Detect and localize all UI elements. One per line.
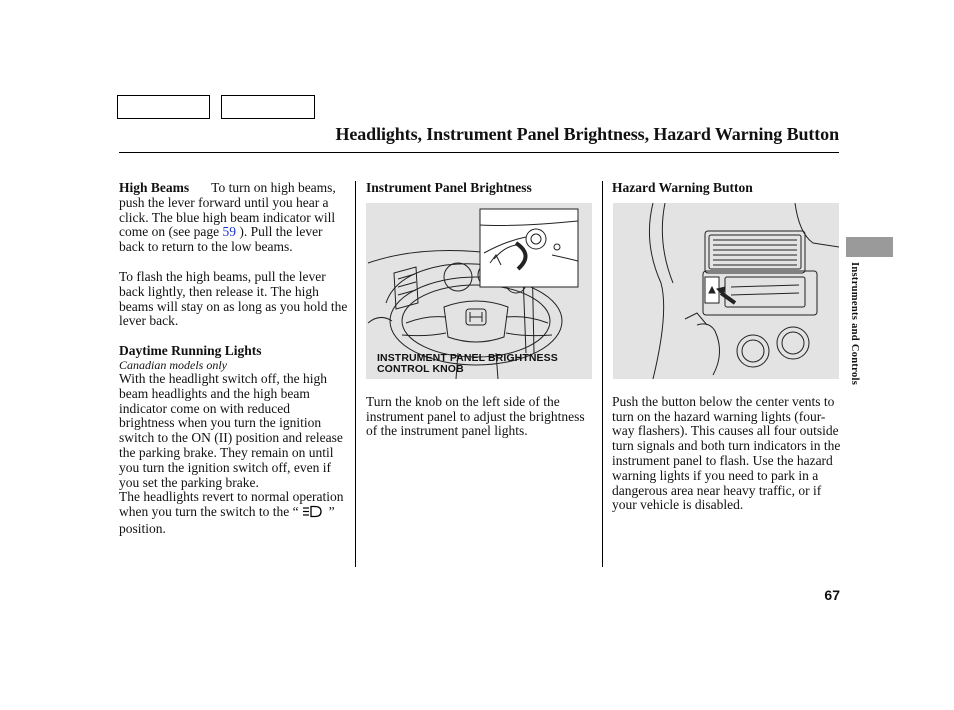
hazard-text: Push the button below the center vents to turn on the hazard warning lights (four-way flashers). This causes all four outside turn signals and both turn indicators in the instrument panel to flash. Use the hazard warning lights if you need to park in a dangerous area near heavy traffic, or if your vehicle is disabled. [612, 393, 841, 513]
low-beam-headlight-icon [303, 505, 323, 522]
column-divider-1 [355, 181, 356, 567]
high-beams-text-a: To turn on high beams, push the lever forward until you hear a click. The blue high beam indicator will come on (see page [119, 180, 336, 240]
revert-text-b: ” position. [119, 504, 335, 536]
hazard-heading: Hazard Warning Button [612, 180, 753, 195]
hazard-button-figure [613, 203, 839, 379]
knob-caption-line1: INSTRUMENT PANEL BRIGHTNESS [377, 352, 558, 364]
column-divider-2 [602, 181, 603, 567]
title-divider [119, 152, 839, 153]
revert-text-a: The headlights revert to normal operation when you turn the switch to the “ [119, 489, 344, 520]
drl-subnote: Canadian models only [119, 357, 227, 372]
page-number: 67 [824, 587, 840, 603]
knob-figure-caption [377, 353, 587, 375]
flash-high-beams-text: To flash the high beams, pull the lever back lightly, then release it. The high beams will stay on as long as you hold the lever back. [119, 268, 348, 329]
revert-paragraph [119, 490, 348, 536]
panel-brightness-text: Turn the knob on the left side of the instrument panel to adjust the brightness of the instrument panel lights. [366, 393, 585, 439]
drl-heading: Daytime Running Lights [119, 343, 262, 359]
drl-text: With the headlight switch off, the high beam headlights and the high beam indicator come on with reduced brightness when you turn the ignition switch to the ON (II) position and release the parking brake. They remain on until you turn the ignition switch off, even if you set the parking brake. [119, 370, 343, 490]
nav-next-button[interactable] [221, 95, 315, 119]
high-beams-paragraph [119, 181, 348, 255]
high-beams-column [119, 181, 348, 537]
panel-brightness-heading: Instrument Panel Brightness [366, 180, 532, 195]
high-beams-heading: High Beams [119, 180, 190, 195]
section-tab-label: Instruments and Controls [849, 262, 860, 386]
page-59-link[interactable]: 59 [222, 224, 236, 240]
high-beams-text-b: ). Pull the lever back to return to the low beams. [119, 224, 323, 255]
knob-caption-line2: CONTROL KNOB [377, 363, 464, 375]
center-console-illustration [613, 203, 839, 379]
nav-previous-button[interactable] [117, 95, 210, 119]
page-title: Headlights, Instrument Panel Brightness, Hazard Warning Button [335, 124, 839, 144]
section-tab[interactable] [846, 237, 893, 257]
